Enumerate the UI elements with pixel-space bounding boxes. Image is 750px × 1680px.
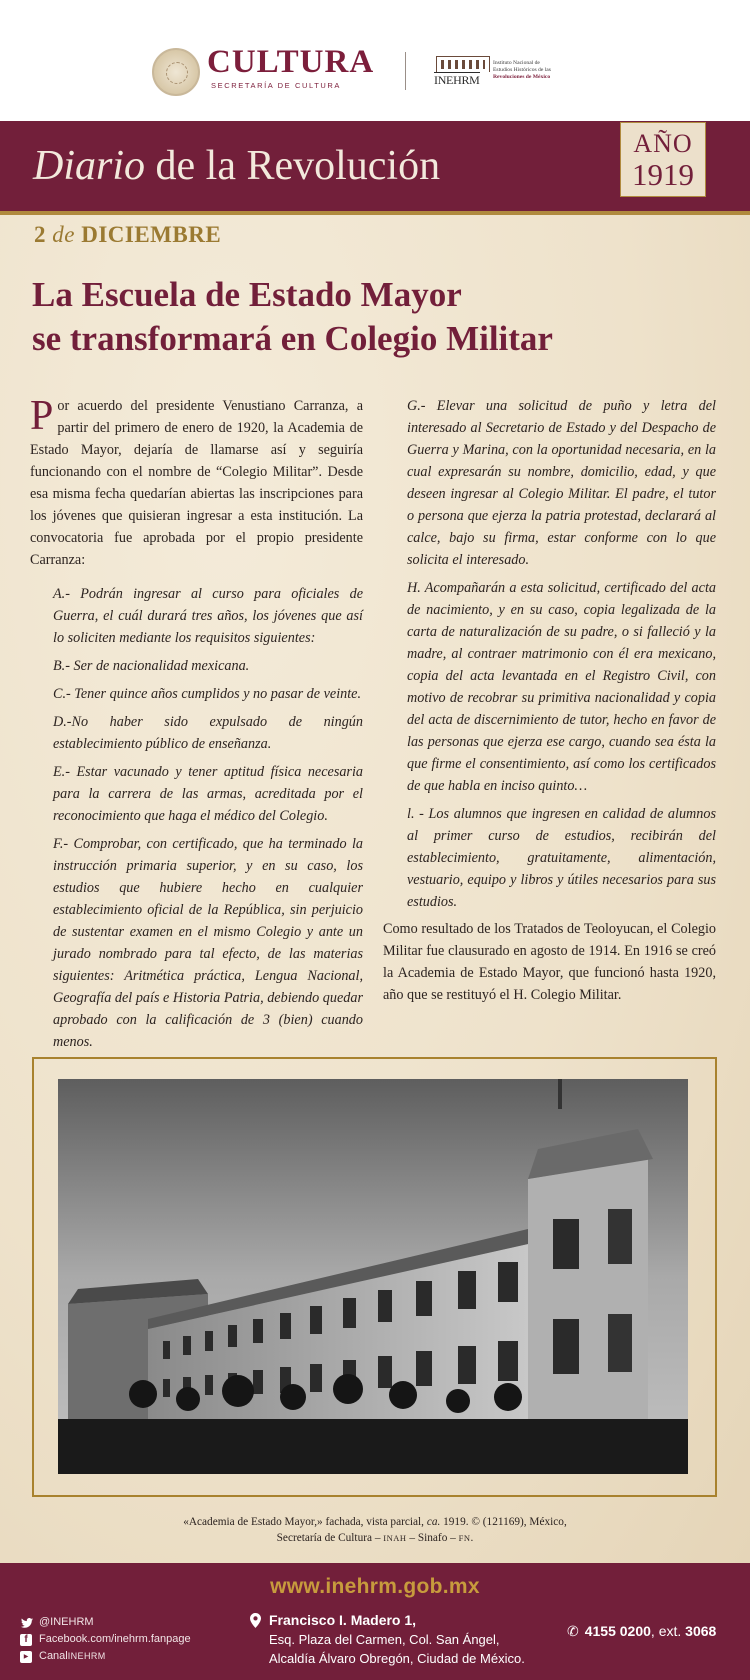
- youtube-link[interactable]: [20, 1648, 191, 1665]
- logo-bar: [0, 0, 750, 121]
- caption-part-2: 1919. © (121169), México,: [440, 1516, 567, 1528]
- cultura-logo-subtitle: SECRETARÍA DE CULTURA: [211, 81, 342, 90]
- facebook-link[interactable]: [20, 1631, 191, 1648]
- logo-divider: [405, 52, 406, 90]
- caption-end: .: [470, 1532, 474, 1544]
- social-links: [20, 1614, 191, 1665]
- youtube-channel: INEHRM: [67, 1651, 106, 1661]
- caption-line-2a: Secretaría de Cultura –: [276, 1532, 384, 1544]
- inehrm-line-2: Estudios Históricos de las: [493, 67, 551, 73]
- requirement-item: D.-No haber sido expulsado de ningún establecimiento público de enseñanza.: [53, 714, 363, 752]
- phone-ext: 3068: [685, 1623, 717, 1639]
- twitter-icon: [20, 1617, 34, 1629]
- mexico-seal-icon: [152, 48, 200, 96]
- caption-inah: INAH: [383, 1533, 407, 1543]
- date-month: DICIEMBRE: [81, 222, 222, 247]
- building-illustration: [58, 1079, 688, 1474]
- address-line-2: Esq. Plaza del Carmen, Col. San Ángel,: [269, 1632, 500, 1647]
- facebook-icon: f: [20, 1634, 32, 1646]
- address-block: [250, 1611, 525, 1668]
- cultura-logo-title: CULTURA: [207, 44, 375, 80]
- article-headline: [32, 273, 712, 361]
- year-label: AÑO: [633, 129, 693, 158]
- phone-contact[interactable]: [567, 1623, 716, 1640]
- requirements-left-column: [53, 583, 363, 1059]
- address-line-1: Francisco I. Madero 1,: [269, 1612, 417, 1628]
- website-link[interactable]: www.inehrm.gob.mx: [270, 1575, 480, 1598]
- intro-paragraph: [30, 395, 363, 571]
- closing-paragraph: [383, 918, 716, 1006]
- article-date: [34, 222, 221, 248]
- year-badge: [620, 122, 706, 197]
- requirement-item: B.- Ser de nacionalidad mexicana.: [53, 658, 250, 674]
- twitter-link[interactable]: [20, 1614, 191, 1631]
- inehrm-logo-description: [493, 60, 575, 81]
- year-value: 1919: [632, 157, 694, 192]
- caption-ca: ca.: [426, 1516, 441, 1528]
- series-title-italic: Diario: [33, 143, 146, 189]
- date-de: de: [46, 222, 82, 247]
- requirement-item: C.- Tener quince años cumplidos y no pasar de veinte.: [53, 686, 362, 702]
- closing-text: Como resultado de los Tratados de Teoloyucan, el Colegio Militar fue clausurado en agosto de 1914. En 1916 se creó la Academia de Estado Mayor, que funcionó hasta 1920, año que se restituyó el H. Colegio Militar.: [383, 921, 716, 1003]
- youtube-icon: ▶: [20, 1651, 32, 1663]
- phone-icon: ✆: [567, 1623, 579, 1639]
- photo-caption: [120, 1514, 630, 1546]
- facebook-url: Facebook.com/inehrm.fanpage: [39, 1633, 191, 1645]
- intro-dropcap: P: [30, 393, 54, 439]
- requirement-item: E.- Estar vacunado y tener aptitud física necesaria para la carrera de las armas, acreditada por el reconocimiento que haga el médico del Colegio.: [53, 764, 363, 824]
- inehrm-line-3: Revoluciones de México: [493, 74, 551, 80]
- intro-text: or acuerdo del presidente Venustiano Carranza, a partir del primero de enero de 1920, la Academia de Estado Mayor, dejaría de llamarse así y seguiría funcionando con el nombre de “Colegio Militar”. Desde esa misma fecha quedarían abiertas las inscripciones para los jóvenes que quisieran ingresar a esta institución. La convocatoria fue aprobada por el propio presidente Carranza:: [30, 398, 363, 568]
- phone-ext-label: , ext.: [650, 1623, 686, 1639]
- address-line-3: Alcaldía Álvaro Obregón, Ciudad de México.: [269, 1651, 525, 1666]
- requirement-item: G.- Elevar una solicitud de puño y letra del interesado al Secretario de Estado y del Despacho de Guerra y Marina, con la oportunidad necesaria, en la cual expresarán su nombre, domicilio, edad, y que deseen ingresar al Colegio Militar. El padre, el tutor o persona que ejerza la patria protestad, declarará al calce, bajo su firma, estar conforme con lo que solicita el interesado.: [407, 398, 716, 568]
- headline-line-1: La Escuela de Estado Mayor: [32, 275, 462, 314]
- location-pin-icon: [250, 1613, 261, 1628]
- requirement-item: A.- Podrán ingresar al curso para oficiales de Guerra, el cuál durará tres años, los jóvenes que así lo soliciten mediante los requisitos siguientes:: [53, 586, 363, 646]
- historic-building-photo: [58, 1079, 688, 1474]
- caption-line-2b: – Sinafo –: [406, 1532, 459, 1544]
- inehrm-line-1: Instituto Nacional de: [493, 60, 540, 66]
- twitter-handle: @INEHRM: [39, 1616, 94, 1628]
- requirement-item: F.- Comprobar, con certificado, que ha terminado la instrucción primaria superior, y en su caso, los estudios que hubiere hecho en cualquier establecimiento oficial de la República, sin perjuicio de sustentar examen en el mismo Colegio y ante un jurado nombrado para tal efecto, de las materias siguientes: Aritmética práctica, Lengua Nacional, Geografía del país e Historia Patria, debiendo quedar aprobado con la calificación de 3 (bien) cuando menos.: [53, 836, 363, 1050]
- series-title: [33, 142, 440, 190]
- series-title-rest: de la Revolución: [145, 143, 441, 189]
- caption-fn: FN: [458, 1533, 471, 1543]
- requirement-item: l. - Los alumnos que ingresen en calidad de alumnos al primer curso de estudios, recibirán del establecimiento, gratuitamente, alimentación, vestuario, equipo y libros y útiles necesarios para sus estudios.: [407, 806, 716, 910]
- headline-line-2: se transformará en Colegio Militar: [32, 319, 553, 358]
- requirement-item: H. Acompañarán a esta solicitud, certificado del acta de nacimiento, y en su caso, copia legalizada de la carta de naturalización de su padre, o si falleció y la madre, al contraer matrimonio con él era mexicano, copia del acta levantada en el Registro Civil, con motivo de recobrar su primitiva nacionalidad y copia del acta de discernimiento de tutor, hecho en favor de las personas que ejerza ese cargo, cuando sea ésta la que firme el consentimiento, así como los certificados de que habla en inciso quinto…: [407, 580, 716, 794]
- phone-number: 4155 0200: [584, 1623, 651, 1639]
- inehrm-building-icon: [436, 56, 490, 72]
- youtube-prefix: Canal: [39, 1650, 68, 1662]
- caption-part-1: «Academia de Estado Mayor,» fachada, vista parcial,: [183, 1516, 427, 1528]
- inehrm-logo-acronym: INEHRM: [434, 73, 480, 87]
- requirements-right-column: [407, 395, 716, 919]
- date-day: 2: [34, 222, 46, 247]
